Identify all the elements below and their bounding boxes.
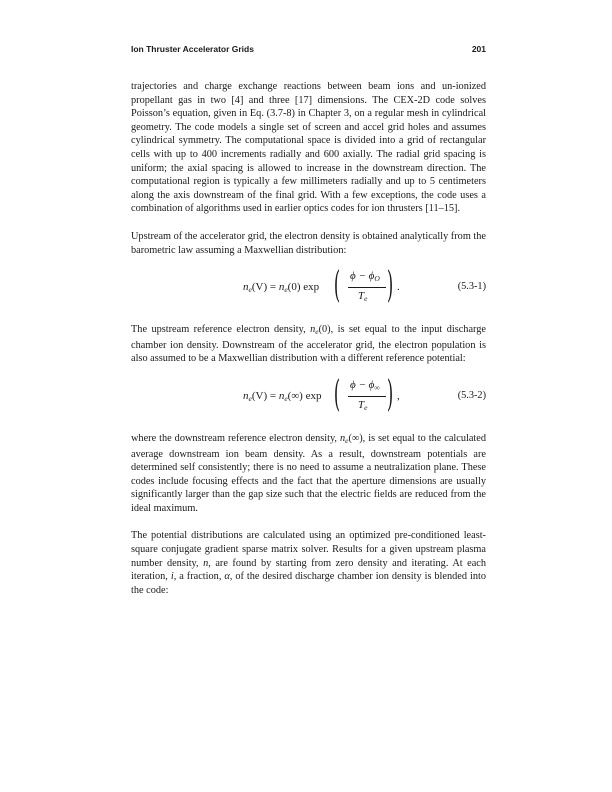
equation-5-3-1: $n_e(V) = n_e(0)$ exp ( $\phi - \phi_O$ $T_e$ ) . (5.3-1) xyxy=(131,266,486,314)
equation-number: (5.3-2) xyxy=(457,389,486,401)
page-number: 201 xyxy=(471,44,486,54)
right-paren: ) xyxy=(386,373,394,415)
paragraph-upstream: Upstream of the accelerator grid, the electron density is obtained analytically from the barometric law assuming a Maxwellian distribution: xyxy=(131,230,486,256)
running-title: Ion Thruster Accelerator Grids xyxy=(131,44,254,54)
right-paren: ) xyxy=(386,265,394,307)
running-header xyxy=(131,44,486,58)
paragraph-downstream: where the downstream reference electron density, $n_e(\infty)$, is set equal to the calculated average downstream ion beam density. As a result, downstream potentials are determined self consistently; there is no need to assume a neutralization plane. These codes include focusing effects and the fact that the aperture dimensions are usually significantly larger than the gap size such that the electric fields are reduced from the ideal maximum. xyxy=(131,432,486,514)
left-paren: ( xyxy=(333,265,341,307)
left-paren: ( xyxy=(333,373,341,415)
paragraph-cex2d: trajectories and charge exchange reactions between beam ions and un-ionized propellant gas in two [4] and three [17] dimensions. The CEX-2D code solves Poisson’s equation, given in Eq. (3.7-8) in Chapter 3, on a regular mesh in cylindrical geometry. The code models a single set of screen and accel grid holes and assumes cylindrical symmetry. The computational space is divided into a grid of rectangular cells with up to 400 increments radially and 600 axially. The radial grid spacing is uniform; the axial spacing is allowed to increase in the downstream direction. The computational region is typically a few millimeters radially and up to 5 centimeters along the axis downstream of the final grid. With a few exceptions, the code uses a combination of algorithms used in earlier optics codes for ion thrusters [11–15]. xyxy=(131,81,486,215)
paragraph-reference-density: The upstream reference electron density, $n_e(0)$, is set equal to the input discharge chamber ion density. Downstream of the accelerator grid, the electron population is also assumed to be a Maxwellian distribution with a different reference potential: xyxy=(131,324,486,365)
fraction-bar xyxy=(348,287,386,288)
equation-lhs: $n_e(V) = n_e(\infty)$ exp xyxy=(243,389,322,403)
equation-lhs: $n_e(V) = n_e(0)$ exp xyxy=(243,281,320,295)
fraction-denominator: $T_e$ xyxy=(358,398,368,412)
equation-5-3-2: $n_e(V) = n_e(\infty)$ exp ( $\phi - \phi_\infty$ $T_e$ ) , (5.3-2) xyxy=(131,375,486,423)
fraction-denominator: $T_e$ xyxy=(358,290,368,304)
fraction-numerator: $\phi - \phi_\infty$ xyxy=(350,378,380,392)
equation-fraction xyxy=(344,377,390,421)
fraction-numerator: $\phi - \phi_O$ xyxy=(350,270,380,284)
page-body xyxy=(131,80,486,597)
equation-number: (5.3-1) xyxy=(457,281,486,293)
equation-fraction xyxy=(344,268,390,312)
fraction-bar xyxy=(348,396,386,397)
paragraph-solver: The potential distributions are calculated using an optimized pre-conditioned least-square conjugate gradient sparse matrix solver. Results for a given upstream plasma number density, n, are found by starting from zero density and iterating. At each iteration, i, a fraction, α, of the desired discharge chamber ion density is blended into the code: xyxy=(131,530,486,596)
